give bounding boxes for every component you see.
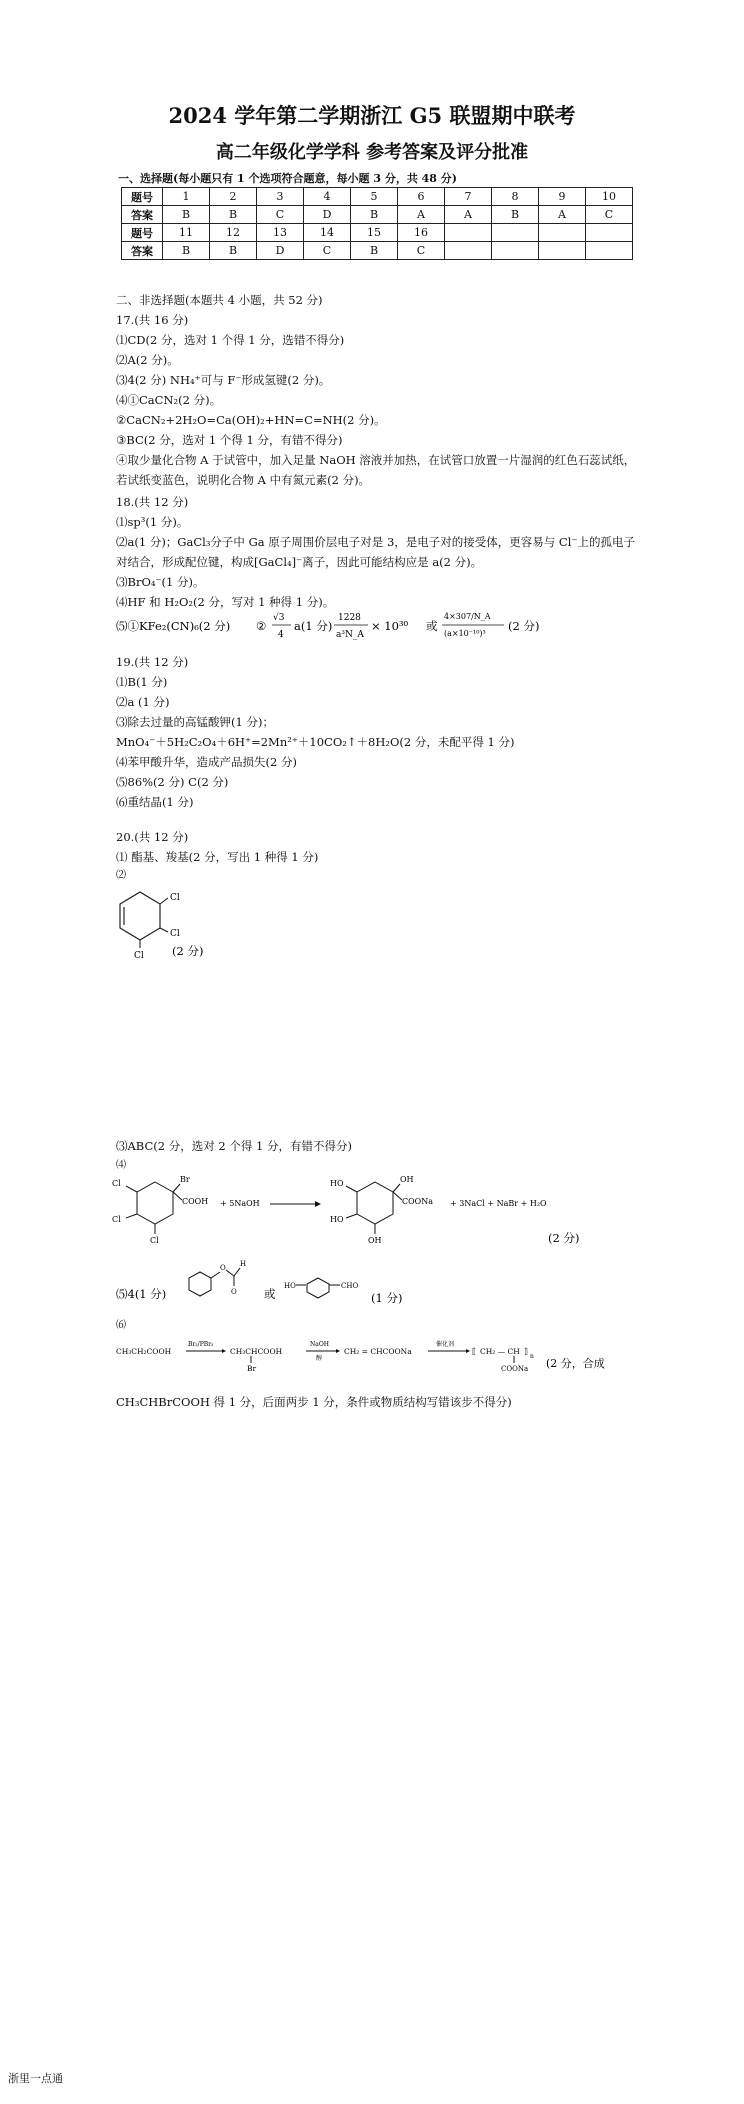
- fraction-denominator: a³N_A: [336, 630, 364, 640]
- route-substituent: COONa: [501, 1365, 529, 1373]
- q18-answer-line: ⑷HF 和 H₂O₂(2 分，写对 1 种得 1 分)。: [116, 595, 335, 609]
- route-substance: CH₃CH₂COOH: [116, 1347, 172, 1356]
- table-cell: A: [539, 206, 586, 224]
- table-cell: [492, 224, 539, 242]
- q19-answer-line: MnO₄⁻＋5H₂C₂O₄＋6H⁺=2Mn²⁺＋10CO₂↑＋8H₂O(2 分，未配平得 1 分): [116, 735, 515, 749]
- table-cell: [539, 224, 586, 242]
- route-condition: NaOH: [310, 1341, 329, 1348]
- trichloro-cyclohexene-structure: [110, 880, 270, 960]
- q19-answer-line: ⑶除去过量的高锰酸钾(1 分)；: [116, 715, 274, 729]
- footer-watermark: 浙里一点通: [8, 2072, 63, 2085]
- q19-answer-line: ⑸86%(2 分) C(2 分): [116, 775, 229, 789]
- table-cell: 13: [257, 224, 304, 242]
- oxygen-label: O: [231, 1288, 237, 1296]
- q17-answer-line: ⑶4(2 分) NH₄⁺可与 F⁻形成氢键(2 分)。: [116, 373, 331, 387]
- q18-answer-line: ⑵a(1 分)；GaCl₃分子中 Ga 原子周围价层电子对是 3，是电子对的接受体，更容易与 Cl⁻上的孤电子对结合，形成配位键，构成[GaCl₄]⁻离子，因此可能结构应是 a(2 分)。: [116, 535, 635, 569]
- table-cell: 6: [398, 188, 445, 206]
- table-cell: 8: [492, 188, 539, 206]
- q18-formula-line: [116, 604, 576, 648]
- table-cell: 14: [304, 224, 351, 242]
- table-cell: B: [492, 206, 539, 224]
- table-cell: 12: [210, 224, 257, 242]
- page-title: 2024 学年第二学期浙江 G5 联盟期中联考: [168, 103, 576, 128]
- reactant-structure: [112, 1175, 208, 1245]
- chlorine-label: Cl: [170, 929, 180, 939]
- table-cell: 10: [586, 188, 633, 206]
- fraction-denominator: 4: [278, 630, 284, 640]
- hydroxyl-label: HO: [330, 1179, 344, 1188]
- q17-answer-line: ⑴CD(2 分，选对 1 个得 1 分，选错不得分): [116, 333, 345, 347]
- table-cell: 题号: [122, 224, 163, 242]
- q17-answer-line: ②CaCN₂+2H₂O=Ca(OH)₂+HN=C=NH(2 分)。: [116, 413, 386, 427]
- q17-answer-line: ④取少量化合物 A 于试管中，加入足量 NaOH 溶液并加热，在试管口放置一片湿润的红色石蕊试纸，若试纸变蓝色，说明化合物 A 中有氮元素(2 分)。: [116, 453, 636, 487]
- table-cell: C: [586, 206, 633, 224]
- aldehyde-label: CHO: [341, 1282, 359, 1290]
- table-cell: 题号: [122, 188, 163, 206]
- table-cell: 1: [163, 188, 210, 206]
- table-cell: A: [398, 206, 445, 224]
- carboxyl-label: COOH: [182, 1197, 209, 1206]
- q19-answer-line: ⑹重结晶(1 分): [116, 795, 194, 809]
- table-cell: [445, 224, 492, 242]
- q20-6-synthesis-route: [116, 1334, 636, 1390]
- q20-5-score: (1 分): [371, 1291, 403, 1305]
- table-cell: 2: [210, 188, 257, 206]
- fraction-numerator: 4×307/N_A: [444, 612, 491, 621]
- q20-answer-line: CH₃CHBrCOOH 得 1 分，后面两步 1 分，条件或物质结构写错该步不得分): [116, 1395, 512, 1409]
- hydroxyl-label: OH: [400, 1175, 414, 1184]
- chlorine-label: Cl: [170, 893, 180, 903]
- route-condition: 催化剂: [436, 1341, 455, 1348]
- table-cell: A: [445, 206, 492, 224]
- products-label: + 3NaCl + NaBr + H₂O: [450, 1199, 547, 1208]
- q19-answer-line: ⑵a (1 分): [116, 695, 170, 709]
- chlorine-label: Cl: [134, 951, 144, 960]
- phenyl-formate-structure: [189, 1260, 246, 1296]
- table-cell: [445, 242, 492, 260]
- table-row: [122, 242, 633, 260]
- q18-part5b: ②: [256, 619, 267, 633]
- fraction-multiplier: × 10³⁰: [371, 619, 409, 633]
- table-cell: B: [210, 206, 257, 224]
- table-cell: [586, 242, 633, 260]
- table-cell: B: [163, 206, 210, 224]
- hydroxyl-label: OH: [368, 1236, 382, 1245]
- q19-answer-line: ⑴B(1 分): [116, 675, 168, 689]
- table-cell: 11: [163, 224, 210, 242]
- table-cell: 3: [257, 188, 304, 206]
- table-cell: B: [351, 206, 398, 224]
- table-cell: 16: [398, 224, 445, 242]
- q19-answer-line: ⑷苯甲酸升华，造成产品损失(2 分): [116, 755, 297, 769]
- route-condition: Br₂/PBr₃: [188, 1341, 214, 1348]
- q18-answer-line: ⑶BrO₄⁻(1 分)。: [116, 575, 205, 589]
- route-subscript: n: [530, 1353, 534, 1360]
- table-cell: 4: [304, 188, 351, 206]
- q20-answer-line: ⑹: [116, 1320, 126, 1331]
- q18-answer-line: ⑴sp³(1 分)。: [116, 515, 189, 529]
- q18-part5d: 或: [426, 619, 438, 633]
- table-cell: 5: [351, 188, 398, 206]
- carboxylate-label: COONa: [402, 1197, 434, 1206]
- q18-part5c: a(1 分): [294, 619, 333, 633]
- table-cell: D: [304, 206, 351, 224]
- q20-4-score: (2 分): [548, 1231, 580, 1245]
- q17-answer-line: ③BC(2 分，选对 1 个得 1 分，有错不得分): [116, 433, 343, 447]
- q17-heading: 17.(共 16 分): [116, 313, 189, 327]
- hydroxyl-label: HO: [330, 1215, 344, 1224]
- table-cell: 15: [351, 224, 398, 242]
- table-cell: [586, 224, 633, 242]
- route-substance: CH₃CHCOOH: [230, 1347, 283, 1356]
- q19-heading: 19.(共 12 分): [116, 655, 189, 669]
- table-cell: D: [257, 242, 304, 260]
- route-polymer: ⟦: [472, 1347, 476, 1356]
- chlorine-label: Cl: [112, 1179, 121, 1188]
- hydroxyl-label: HO: [284, 1282, 296, 1290]
- route-condition: 醇: [316, 1355, 323, 1362]
- route-substance: CH₂ — CH: [480, 1347, 520, 1356]
- q20-answer-line: ⑵: [116, 870, 126, 881]
- page-subtitle: 高二年级化学学科 参考答案及评分批准: [215, 142, 529, 163]
- q20-answer-line: ⑴ 酯基、羧基(2 分，写出 1 种得 1 分): [116, 850, 319, 864]
- answer-table: [121, 187, 633, 260]
- arrow-head: [315, 1201, 321, 1207]
- route-substance: CH₂ = CHCOONa: [344, 1347, 412, 1356]
- table-cell: B: [163, 242, 210, 260]
- reagent-label: + 5NaOH: [220, 1199, 260, 1208]
- chlorine-label: Cl: [150, 1236, 159, 1245]
- bromine-label: Br: [180, 1175, 190, 1184]
- q20-heading: 20.(共 12 分): [116, 830, 189, 844]
- q18-part5a: ⑸①KFe₂(CN)₆(2 分): [116, 619, 231, 633]
- section-2-heading: 二、非选择题(本题共 4 小题，共 52 分): [116, 293, 323, 307]
- table-cell: 答案: [122, 206, 163, 224]
- table-cell: 7: [445, 188, 492, 206]
- chlorine-label: Cl: [112, 1215, 121, 1224]
- product-structure: [330, 1175, 433, 1245]
- table-cell: 答案: [122, 242, 163, 260]
- fraction-denominator: (a×10⁻¹⁰)³: [444, 629, 486, 638]
- q20-5-answer: ⑸4(1 分): [116, 1287, 167, 1301]
- route-bromine: Br: [247, 1364, 257, 1373]
- table-cell: [492, 242, 539, 260]
- table-row: [122, 224, 633, 242]
- q20-answer-line: ⑶ABC(2 分，选对 2 个得 1 分，有错不得分): [116, 1139, 352, 1153]
- oxygen-label: O: [220, 1264, 226, 1272]
- q17-answer-line: ⑵A(2 分)。: [116, 353, 179, 367]
- fraction-numerator: 1228: [338, 613, 361, 623]
- fraction-numerator: √3: [273, 613, 285, 623]
- table-cell: C: [304, 242, 351, 260]
- q20-2-score: (2 分): [172, 944, 204, 958]
- table-row: [122, 188, 633, 206]
- table-cell: C: [257, 206, 304, 224]
- q18-heading: 18.(共 12 分): [116, 495, 189, 509]
- q20-answer-line: ⑷: [116, 1160, 126, 1171]
- q18-part5e: (2 分): [508, 619, 540, 633]
- table-cell: B: [210, 242, 257, 260]
- table-cell: 9: [539, 188, 586, 206]
- table-cell: B: [351, 242, 398, 260]
- q17-answer-line: ⑷①CaCN₂(2 分)。: [116, 393, 222, 407]
- route-polymer: ⟧: [524, 1347, 528, 1356]
- table-cell: [539, 242, 586, 260]
- section-1-heading: 一、选择题(每小题只有 1 个选项符合题意，每小题 3 分，共 48 分): [118, 172, 458, 185]
- q20-6-score: (2 分，合成: [546, 1357, 605, 1370]
- table-cell: C: [398, 242, 445, 260]
- q20-4-reaction: [110, 1170, 610, 1250]
- hydroxybenzaldehyde-structure: [284, 1278, 358, 1298]
- hydrogen-label: H: [240, 1260, 247, 1268]
- table-row: [122, 206, 633, 224]
- q20-5-line: [116, 1258, 436, 1310]
- q20-5-or: 或: [264, 1287, 276, 1301]
